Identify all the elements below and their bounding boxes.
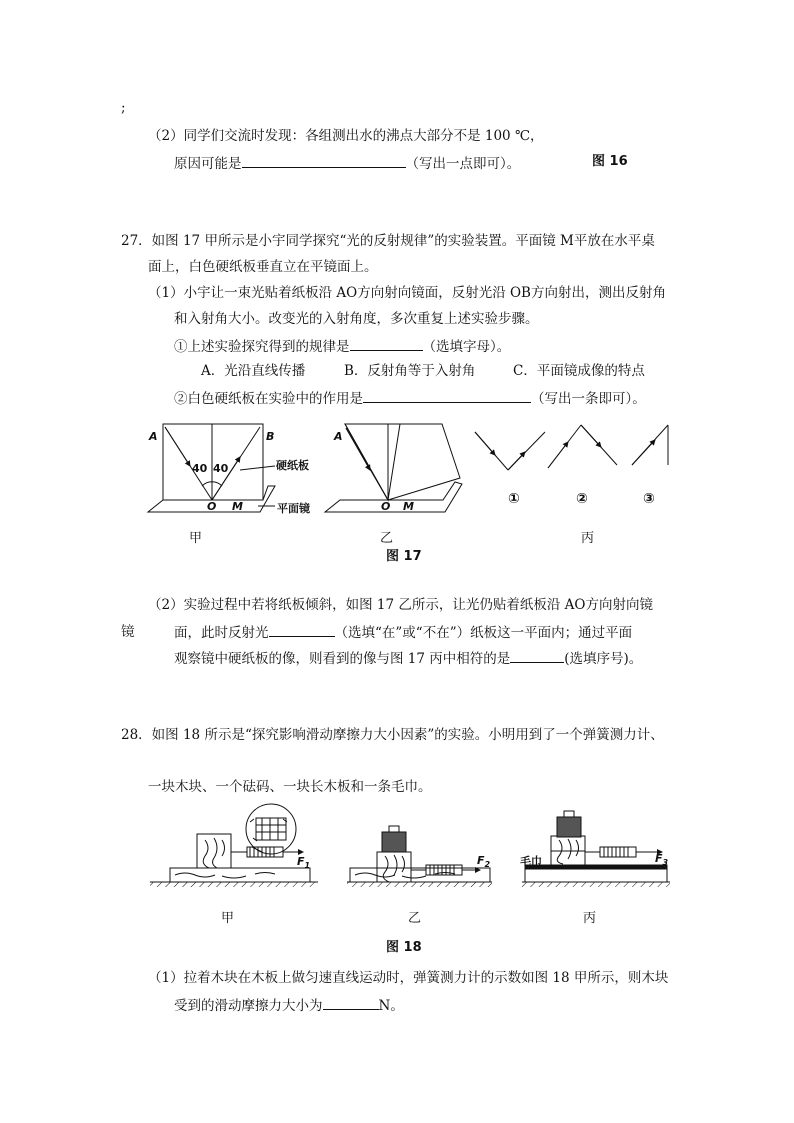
fig17-caption: 图 17: [386, 549, 422, 564]
fig17-option-3: ③: [643, 491, 655, 507]
fig17-option-1: ①: [508, 491, 520, 507]
q27-stem-line2: 面上，白色硬纸板垂直立在平镜面上。: [148, 259, 378, 275]
q27-stem-line1: 27．如图 17 甲所示是小宇同学探究“光的反射规律”的实验装置。平面镜 M平放在水平桌: [121, 233, 655, 249]
fig17-mirror-label: 平面镜: [277, 502, 310, 515]
fig18-caption-yi: 乙: [408, 911, 422, 926]
q27-q2-suffix: （写出一条即可）。: [531, 391, 646, 407]
fig17-caption-jia: 甲: [189, 531, 203, 546]
q28-p1-blank[interactable]: [323, 996, 379, 1010]
q27-part1-line2: 和入射角大小。改变光的入射角度，多次重复上述实验步骤。: [174, 311, 539, 327]
fig17-yi-label-o: O: [381, 500, 391, 513]
q27-p2-line3-suffix: (选填序号)。: [564, 651, 643, 667]
fig17-option-2: ②: [576, 491, 588, 507]
fig18-yi-spring-scale: [426, 865, 462, 875]
fig18-jia-spring-scale: [247, 847, 283, 857]
q27-p2-suffix: （选填“在”或“不在”）纸板这一平面内；通过平面: [334, 625, 633, 641]
fig17-label-b: B: [266, 430, 275, 443]
fig17-yi-label-m: M: [403, 500, 414, 513]
fig18-towel-label: 毛巾: [520, 855, 542, 868]
q27-option-b: B．反射角等于入射角: [344, 363, 476, 379]
fig18-bing-board: [525, 868, 667, 882]
fig18-jia-block: [197, 834, 231, 868]
fig18-jia-setup: [150, 804, 318, 887]
q26-answer-prefix: 原因可能是: [174, 156, 242, 172]
fig18-f1: $F_1$: [297, 855, 311, 870]
q27-p2-line3-prefix: 观察镜中硬纸板的像，则看到的像与图 17 丙中相符的是: [174, 651, 511, 667]
q26-answer-suffix: （写出一点即可）。: [405, 156, 521, 172]
q27-option-a: A．光沿直线传播: [201, 363, 306, 379]
fig18-bing-setup: [522, 811, 670, 887]
q28-part1-line1: （1）拉着木块在木板上做匀速直线运动时，弹簧测力计的示数如图 18 甲所示，则木块: [148, 970, 669, 986]
fig17-yi-label-a: A: [334, 430, 343, 443]
q27-q1-suffix: （选填字母）。: [422, 339, 511, 355]
fig18-yi-weight: [382, 832, 406, 852]
q27-part2-line1: （2）实验过程中若将纸板倾斜，如图 17 乙所示，让光仍贴着纸板沿 AO方向射向镜: [148, 597, 653, 613]
fig18-yi-setup: [347, 826, 492, 887]
q28-stem-line1: 28．如图 18 所示是“探究影响滑动摩擦力大小因素”的实验。小明用到了一个弹簧测力计、: [121, 727, 664, 743]
fig17-label-o: O: [207, 500, 217, 513]
fig17-angle-1: 40: [192, 462, 208, 475]
fig18-bing-spring-scale: [600, 847, 636, 857]
fig17-label-a: A: [149, 430, 158, 443]
q28-p1-suffix: N。: [378, 998, 404, 1014]
fig18-caption-bing: 丙: [583, 911, 597, 926]
fig17-caption-yi: 乙: [380, 531, 394, 546]
stray-semicolon: ;: [121, 100, 126, 116]
fig18-jia-board: [170, 868, 310, 882]
fig18-f3: $F_3$: [655, 852, 669, 867]
q28-stem-line2: 一块木块、一个砝码、一块长木板和一条毛巾。: [148, 779, 432, 795]
fig18-bing-weight: [557, 817, 581, 837]
fig17-caption-bing: 丙: [581, 531, 595, 546]
figure-16-ref: 图 16: [592, 154, 628, 169]
q27-option-c: C．平面镜成像的特点: [513, 363, 645, 379]
fig17-label-m: M: [232, 500, 243, 513]
q28-part1-line2: [174, 996, 404, 1014]
fig18-bing-towel: [525, 865, 667, 869]
q27-p2-prefix: 面，此时反射光: [174, 625, 269, 641]
q27-q1-prefix: ①上述实验探究得到的规律是: [174, 339, 350, 355]
q26-part2-line1: （2）同学们交流时发现：各组测出水的沸点大部分不是 100 ℃，: [148, 128, 544, 144]
q27-wrapped-char: 镜: [121, 624, 135, 640]
fig18-f2: $F_2$: [477, 854, 491, 869]
fig17-angle-2: 40: [213, 462, 229, 475]
q27-part1-line1: （1）小宇让一束光贴着纸板沿 AO方向射向镜面，反射光沿 OB方向射出，测出反射角: [148, 285, 666, 301]
q27-q2-prefix: ②白色硬纸板在实验中的作用是: [174, 391, 363, 407]
q28-p1-prefix: 受到的滑动摩擦力大小为: [174, 998, 323, 1014]
fig18-caption-jia: 甲: [221, 911, 235, 926]
fig18-caption: 图 18: [386, 940, 422, 955]
fig17-cardboard-label: 硬纸板: [276, 459, 309, 472]
